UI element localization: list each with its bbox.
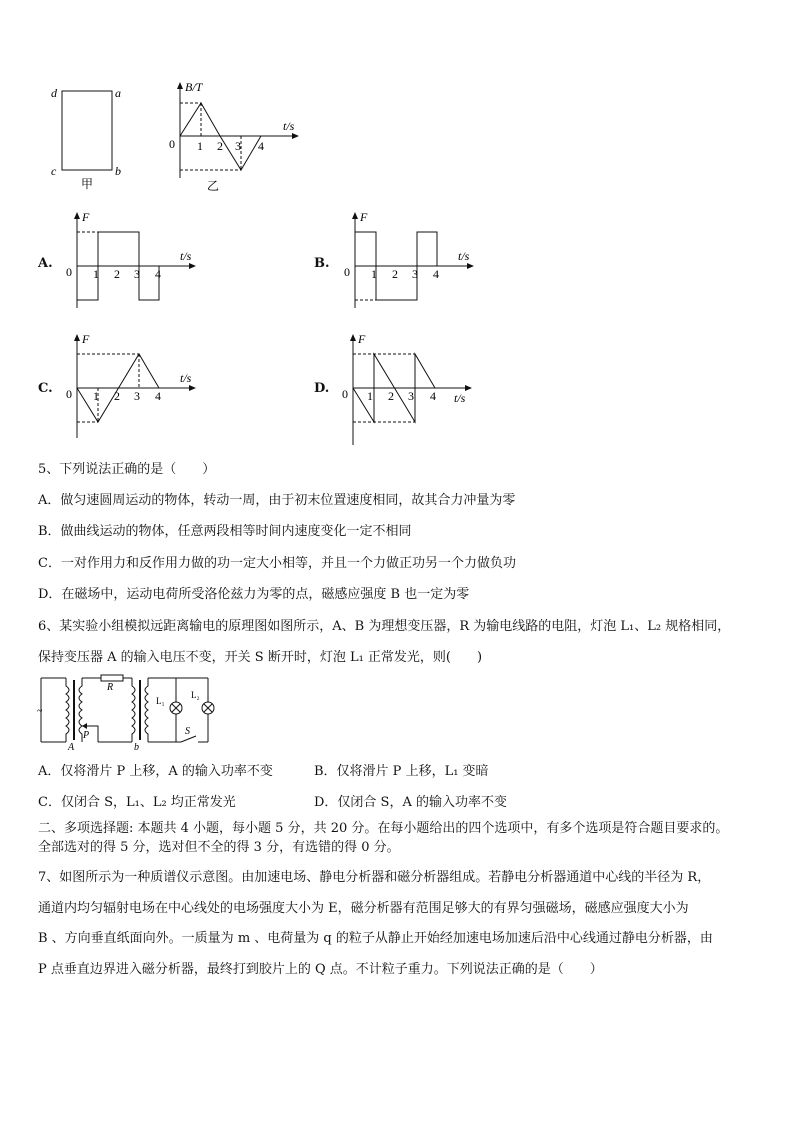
tick-3: 3 [134,267,140,281]
t-axis-label: t/s [180,371,192,385]
q6-option-b: B．仅将滑片 P 上移，L₁ 变暗 [314,764,489,779]
tick-3: 3 [412,267,418,281]
coil-rectangle [62,91,112,170]
section2-instructions-line1: 二、多项选择题: 本题共 4 小题，每小题 5 分，共 20 分。在每小题给出的四个选项中，有多个选项是符合题目要求的。 [38,821,729,836]
tick-2: 2 [114,389,120,403]
tick-4: 4 [155,267,161,281]
tick-4: 4 [430,389,436,403]
q7-stem-line3: B 、方向垂直纸面向外。一质量为 m 、电荷量为 q 的粒子从静止开始经加速电场加速后沿中心线通过静电分析器，由 [38,931,713,946]
y-axis-arrow [74,334,80,341]
figure-yi [165,78,305,193]
option-a-graph [62,208,202,318]
tick-3: 3 [134,389,140,403]
caption-yi: 乙 [207,179,220,193]
origin-label: 0 [66,265,72,279]
t-axis-label: t/s [458,249,470,263]
tick-2: 2 [217,139,223,153]
section2-instructions-line2: 全部选对的得 5 分，选对但不全的得 3 分，有选错的得 0 分。 [38,840,400,855]
option-b-graph [340,208,485,318]
option-d-graph [338,330,483,450]
tick-4: 4 [433,267,439,281]
x-axis-label: t/s [283,119,295,133]
tick-2: 2 [388,389,394,403]
q5-stem: 5、下列说法正确的是（ ） [38,462,216,477]
f-axis-label: F [360,210,368,224]
tick-2: 2 [114,267,120,281]
q6-stem-line1: 6、某实验小组模拟远距离输电的原理图如图所示，A、B 为理想变压器，R 为输电线路的电阻，灯泡 L₁、L₂ 规格相同， [38,619,731,634]
tick-3: 3 [235,139,241,153]
origin-label: 0 [66,387,72,401]
label-a: A [68,742,75,750]
label-s: S [185,726,190,737]
figure-jia [45,80,135,190]
q6-option-d: D．仅闭合 S，A 的输入功率不变 [314,795,507,810]
origin-label: 0 [344,265,350,279]
q7-stem-line1: 7、如图所示为一种质谱仪示意图。由加速电场、静电分析器和磁分析器组成。若静电分析器通道中心线的半径为 R， [38,870,711,885]
x-axis-arrow [465,385,472,391]
x-axis-arrow [189,263,196,269]
tick-1: 1 [367,389,373,403]
x-axis-arrow [292,133,299,139]
y-axis-arrow [74,212,80,219]
label-c: c [51,164,57,178]
resistor-r [101,675,123,681]
tick-1: 1 [93,389,99,403]
y-axis-arrow [352,212,358,219]
label-a: a [115,86,121,100]
q7-stem-line4: P 点垂直边界进入磁分析器，最终打到胶片上的 Q 点。不计粒子重力。下列说法正确的是（ ） [38,962,603,977]
origin-label: 0 [169,137,175,151]
transformer-b-primary-coil [132,678,135,742]
q6-option-a: A．仅将滑片 P 上移，A 的输入功率不变 [38,764,273,779]
transmission-circuit-diagram [36,672,226,750]
q5-option-c: C．一对作用力和反作用力做的功一定大小相等，并且一个力做正功另一个力做负功 [38,556,516,571]
q6-option-c: C．仅闭合 S，L₁、L₂ 均正常发光 [38,795,236,810]
option-d-label: D. [314,381,330,396]
q5-option-a: A．做匀速圆周运动的物体，转动一周，由于初末位置速度相同，故其合力冲量为零 [38,493,516,508]
label-r: R [107,682,114,693]
tick-1: 1 [371,267,377,281]
tick-4: 4 [155,389,161,403]
q5-option-b: B．做曲线运动的物体，任意两段相等时间内速度变化一定不相同 [38,524,412,539]
t-axis-label: t/s [454,391,466,405]
transformer-a-secondary-coil [79,678,82,742]
transformer-b-secondary-coil [145,678,148,742]
label-p: P [83,730,90,741]
q7-stem-line2: 通道内均匀辐射电场在中心线处的电场强度大小为 E，磁分析器有范围足够大的有界匀强磁场，磁感应强度大小为 [38,901,689,916]
origin-label: 0 [342,387,348,401]
tick-2: 2 [392,267,398,281]
option-b-label: B. [314,256,330,271]
q6-stem-line2: 保持变压器 A 的输入电压不变，开关 S 断开时，灯泡 L₁ 正常发光，则( ) [38,650,483,665]
tick-3: 3 [408,389,414,403]
x-axis-arrow [189,385,196,391]
t-axis-label: t/s [180,249,192,263]
label-l2: L₂ [191,690,200,700]
x-axis-arrow [467,263,474,269]
f-axis-label: F [358,332,366,346]
slider-p-arrow [82,723,87,729]
transformer-a-primary-coil [66,678,69,742]
y-axis-arrow [350,334,356,341]
label-d: d [51,86,57,100]
y-axis-arrow [177,82,183,89]
tick-1: 1 [197,139,203,153]
tick-1: 1 [93,267,99,281]
label-b: b [115,164,121,178]
option-c-label: C. [38,381,53,396]
label-b: b [134,742,139,750]
f-axis-label: F [82,210,90,224]
option-c-graph [62,330,202,445]
y-axis-label: B/T [185,80,203,94]
f-axis-label: F [82,332,90,346]
tick-4: 4 [258,139,264,153]
option-a-label: A. [38,256,53,271]
ac-source-symbol: ~ [37,706,43,717]
caption-jia: 甲 [81,177,94,190]
label-l1: L₁ [156,696,165,706]
q5-option-d: D．在磁场中，运动电荷所受洛伦兹力为零的点，磁感应强度 B 也一定为零 [38,587,470,602]
